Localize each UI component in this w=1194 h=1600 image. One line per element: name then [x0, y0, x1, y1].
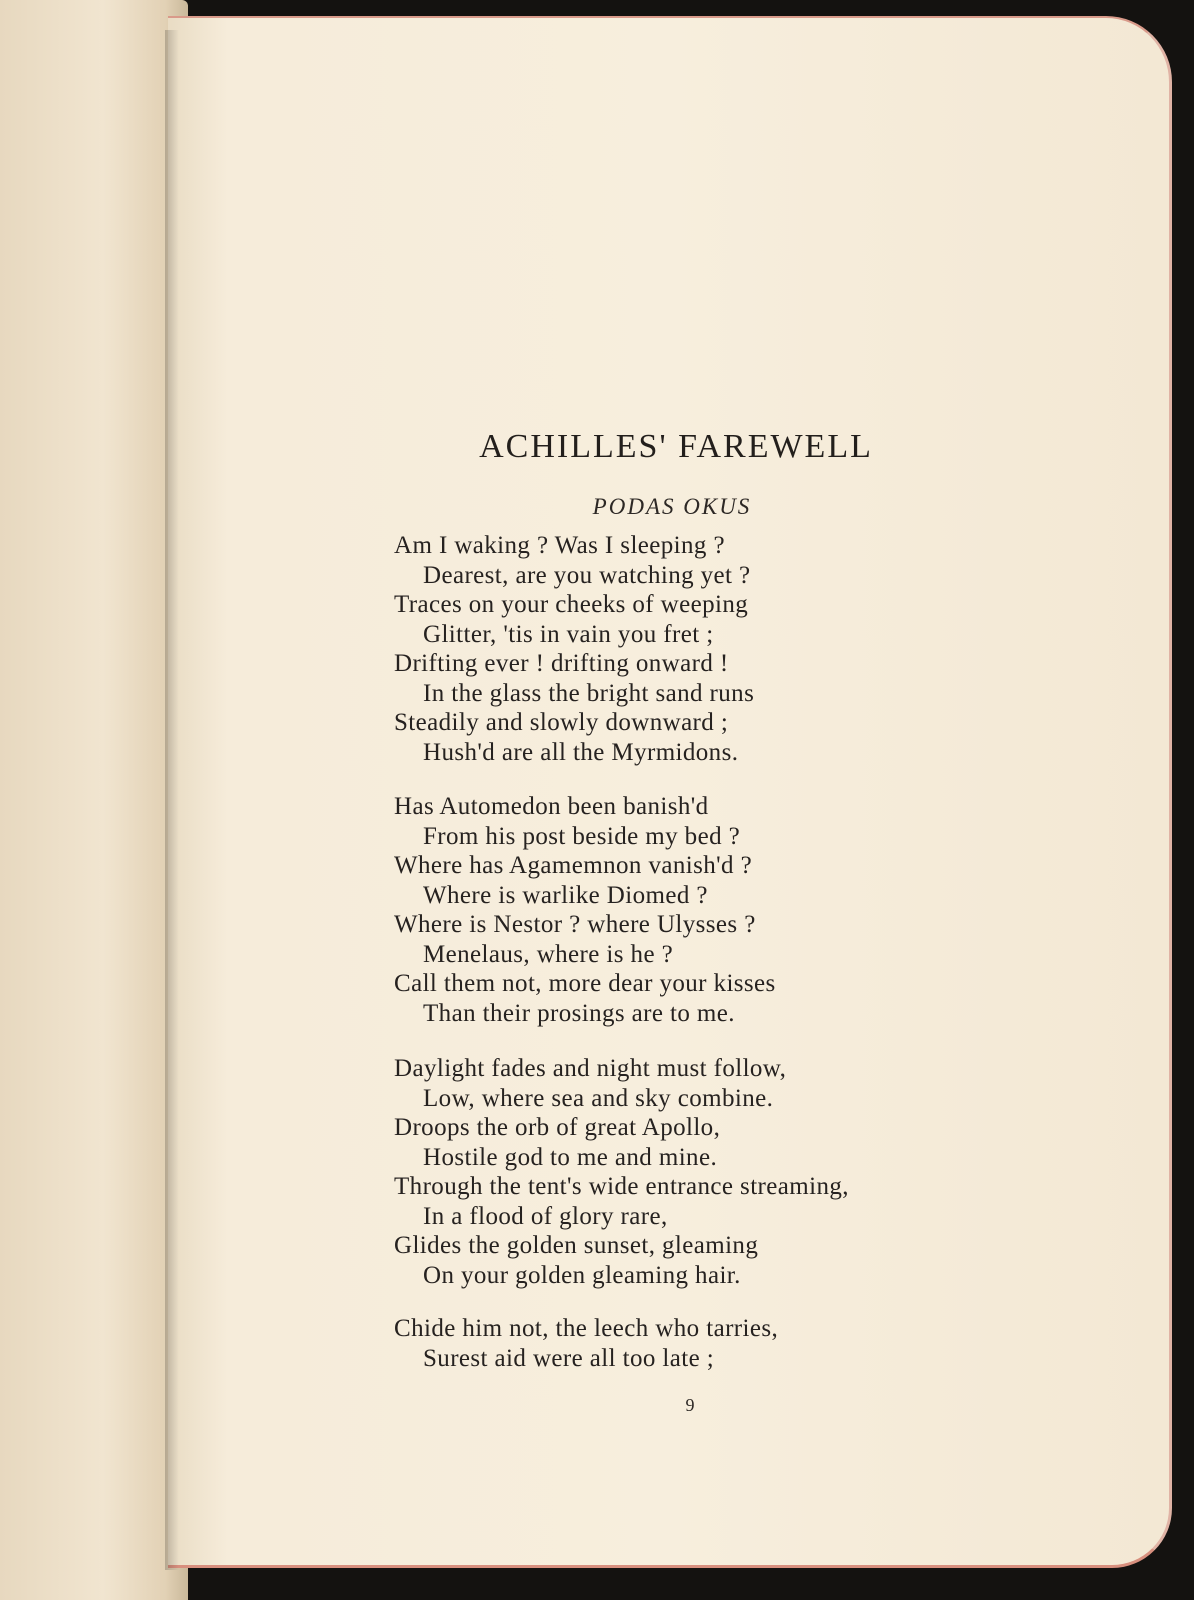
stanza-3 — [394, 1054, 849, 1290]
poem-line: Where is Nestor ? where Ulysses ? — [394, 911, 756, 938]
poem-title: ACHILLES' FAREWELL — [479, 428, 873, 465]
stanza-2 — [394, 792, 776, 1028]
poem-line: Hostile god to me and mine. — [423, 1143, 718, 1171]
poem-line: Than their prosings are to me. — [423, 999, 735, 1027]
poem-line: Has Automedon been banish'd — [394, 793, 709, 820]
poem-line: Drifting ever ! drifting onward ! — [394, 650, 729, 677]
poem-line: Steadily and slowly downward ; — [394, 709, 729, 736]
poem-line: Glitter, 'tis in vain you fret ; — [423, 620, 714, 648]
poem-line: On your golden gleaming hair. — [423, 1261, 741, 1289]
poem-subtitle: PODAS OKUS — [592, 494, 752, 519]
stanza-4 — [394, 1314, 778, 1373]
poem-line: From his post beside my bed ? — [423, 822, 741, 850]
poem-line: Dearest, are you watching yet ? — [423, 561, 751, 589]
poem-line: Menelaus, where is he ? — [423, 940, 674, 968]
poem-line: Hush'd are all the Myrmidons. — [423, 738, 739, 766]
poem-line: Surest aid were all too late ; — [423, 1344, 715, 1372]
poem-line: Droops the orb of great Apollo, — [394, 1114, 721, 1141]
poem-line: Traces on your cheeks of weeping — [394, 591, 749, 618]
poem-line: Chide him not, the leech who tarries, — [394, 1315, 779, 1342]
poem-line: Glides the golden sunset, gleaming — [394, 1232, 759, 1259]
stanza-1 — [394, 531, 754, 767]
poem-line: Through the tent's wide entrance streaming, — [394, 1173, 849, 1200]
poem-line: Am I waking ? Was I sleeping ? — [394, 532, 725, 559]
poem-line: Low, where sea and sky combine. — [423, 1084, 774, 1112]
poem-line: In a flood of glory rare, — [423, 1202, 668, 1230]
poem-line: Where has Agamemnon vanish'd ? — [394, 852, 753, 879]
poem-line: Where is warlike Diomed ? — [423, 881, 708, 909]
poem-line: In the glass the bright sand runs — [423, 679, 755, 707]
poem-line: Call them not, more dear your kisses — [394, 970, 776, 997]
poem-line: Daylight fades and night must follow, — [394, 1055, 787, 1082]
page-number: 9 — [685, 1395, 695, 1415]
